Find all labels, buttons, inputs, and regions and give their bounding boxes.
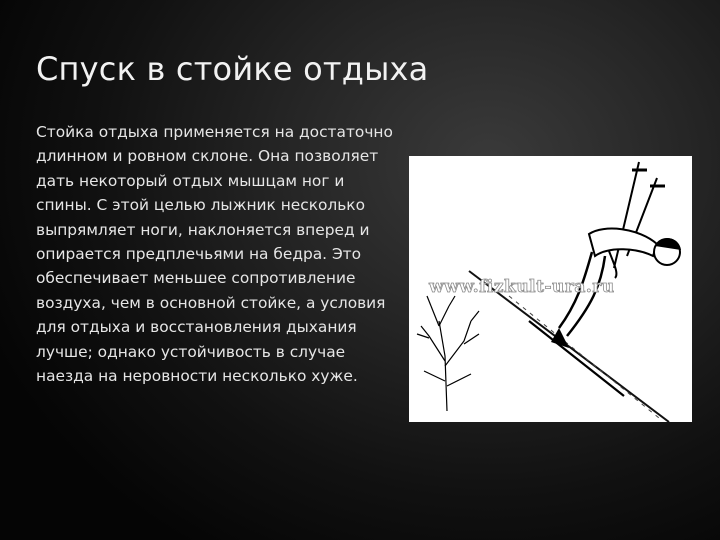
bare-tree xyxy=(417,296,479,411)
watermark-text: www.fizkult-ura.ru xyxy=(429,277,615,297)
skier-illustration xyxy=(409,156,692,422)
skier-torso xyxy=(589,229,657,256)
slide-body-text: Стойка отдыха применяется на достаточно длинном и ровном склоне. Она позволяет дать некоторый отдых мышцам ног и спины. С этой целью лыжник несколько выпрямляет ноги, наклоняется вперед и опирается предплечьями на бедра. Это обеспечивает меньшее сопротивление воздуха, чем в основной стойке, а условия для отдыха и восстановления дыхания лучше; однако устойчивость в случае наезда на неровности несколько хуже. xyxy=(36,123,393,386)
ski xyxy=(529,321,624,396)
skier-drawing xyxy=(409,156,692,422)
pole-1 xyxy=(614,162,639,268)
ski-boot xyxy=(551,328,569,348)
slide-title: Спуск в стойке отдыха xyxy=(36,50,429,88)
